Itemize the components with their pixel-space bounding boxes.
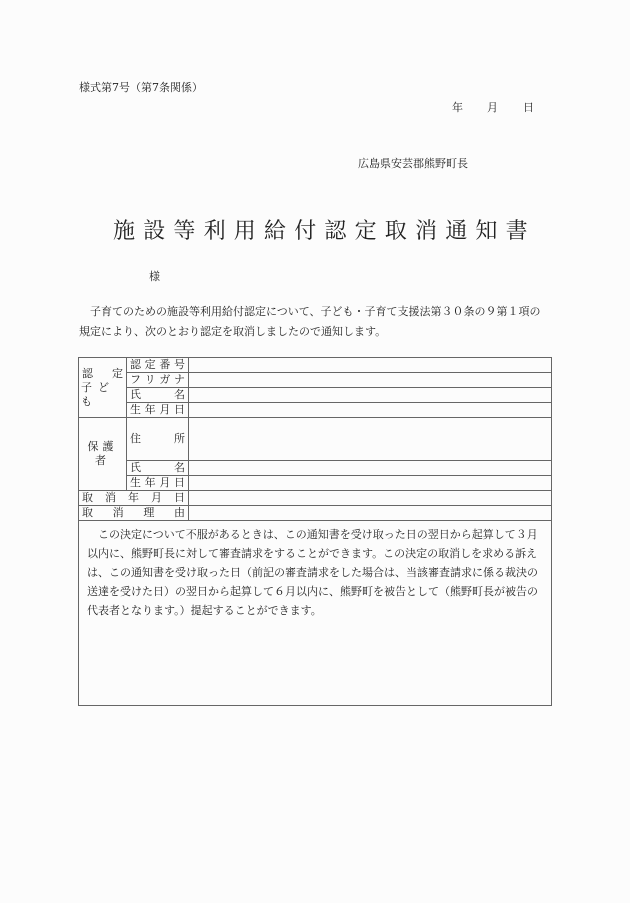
- child-name-field[interactable]: [189, 388, 552, 403]
- guardian-group-label: [79, 418, 127, 491]
- label-guardian-name: [127, 461, 189, 476]
- table-row: [79, 388, 552, 403]
- label-char: 月: [151, 491, 162, 504]
- cert-number-field[interactable]: [189, 358, 552, 373]
- issuer-name: 広島県安芸郡熊野町長: [358, 157, 468, 170]
- label-char: 年: [144, 476, 156, 489]
- label-cert-number: [127, 358, 189, 373]
- child-group-char: 定: [112, 366, 123, 380]
- label-guardian-birthdate: [127, 476, 189, 491]
- label-char: 生: [130, 403, 141, 416]
- label-char: リ: [144, 373, 156, 386]
- guardian-group-text: 保護者: [87, 440, 118, 467]
- label-char: フ: [130, 373, 141, 386]
- table-row: [79, 358, 552, 373]
- label-char: 取: [82, 491, 93, 504]
- label-cancel-date: [79, 491, 189, 506]
- label-char: 番: [159, 358, 171, 371]
- label-char: 所: [174, 432, 185, 445]
- label-char: 生: [130, 476, 141, 489]
- label-char: 氏: [130, 388, 141, 401]
- guardian-address-field[interactable]: [189, 418, 552, 461]
- label-char: 住: [130, 432, 141, 445]
- label-char: 日: [174, 491, 185, 504]
- label-cancel-reason: [79, 506, 189, 521]
- table-row: [79, 461, 552, 476]
- table-row: [79, 521, 552, 706]
- cancellation-form-table: [78, 357, 552, 706]
- intro-text: 子育てのための施設等利用給付認定について、子ども・子育て支援法第３０条の９第１項の規定により、次のとおり認定を取消しましたので通知します。: [79, 305, 541, 338]
- child-group-line2: 子ども: [81, 380, 115, 408]
- label-char: 日: [173, 403, 185, 416]
- label-char: 消: [105, 491, 116, 504]
- label-char: 月: [159, 403, 171, 416]
- label-char: 定: [144, 358, 156, 371]
- label-child-name: [127, 388, 189, 403]
- table-row: [79, 418, 552, 461]
- table-row: [79, 506, 552, 521]
- label-char: 理: [143, 506, 155, 519]
- child-group-char: 認: [82, 366, 93, 380]
- table-row: [79, 373, 552, 388]
- label-address: [127, 418, 189, 461]
- date-month-label: 月: [487, 101, 498, 114]
- label-char: 名: [174, 461, 185, 474]
- date-year-label: 年: [452, 101, 463, 114]
- label-child-birthdate: [127, 403, 189, 418]
- label-char: 号: [173, 358, 185, 371]
- child-birthdate-field[interactable]: [189, 403, 552, 418]
- label-char: 名: [174, 388, 185, 401]
- label-char: 認: [130, 358, 141, 371]
- document-title: 施設等利用給付認定取消通知書: [113, 219, 536, 244]
- label-char: 消: [112, 506, 124, 519]
- child-group-label: [79, 358, 127, 418]
- table-row: [79, 403, 552, 418]
- label-char: 由: [173, 506, 185, 519]
- cancel-date-field[interactable]: [189, 491, 552, 506]
- date-day-label: 日: [523, 101, 534, 114]
- appeal-notice-text: この決定について不服があるときは、この通知書を受け取った日の翌日から起算して３月以内に、熊野町長に対して審査請求をすることができます。この決定の取消しを求める訴えは、この通知書を受け取った日（前記の審査請求をした場合は、当該審査請求に係る裁決の送達を受けた日）の翌日から起算して６月以内に、熊野町を被告として（熊野町長が被告の代表者となります。）提起することができます。: [79, 521, 552, 706]
- addressee-honorific: 様: [149, 270, 160, 283]
- child-furigana-field[interactable]: [189, 373, 552, 388]
- table-row: [79, 476, 552, 491]
- label-furigana: [127, 373, 189, 388]
- label-char: ガ: [159, 373, 171, 386]
- table-row: [79, 491, 552, 506]
- label-char: 取: [82, 506, 93, 519]
- guardian-birthdate-field[interactable]: [189, 476, 552, 491]
- form-number: 様式第7号（第7条関係）: [79, 81, 203, 94]
- label-char: 氏: [130, 461, 141, 474]
- guardian-name-field[interactable]: [189, 461, 552, 476]
- label-char: 年: [144, 403, 156, 416]
- label-char: 月: [159, 476, 171, 489]
- label-char: 年: [128, 491, 139, 504]
- cancel-reason-field[interactable]: [189, 506, 552, 521]
- label-char: ナ: [173, 373, 185, 386]
- label-char: 日: [173, 476, 185, 489]
